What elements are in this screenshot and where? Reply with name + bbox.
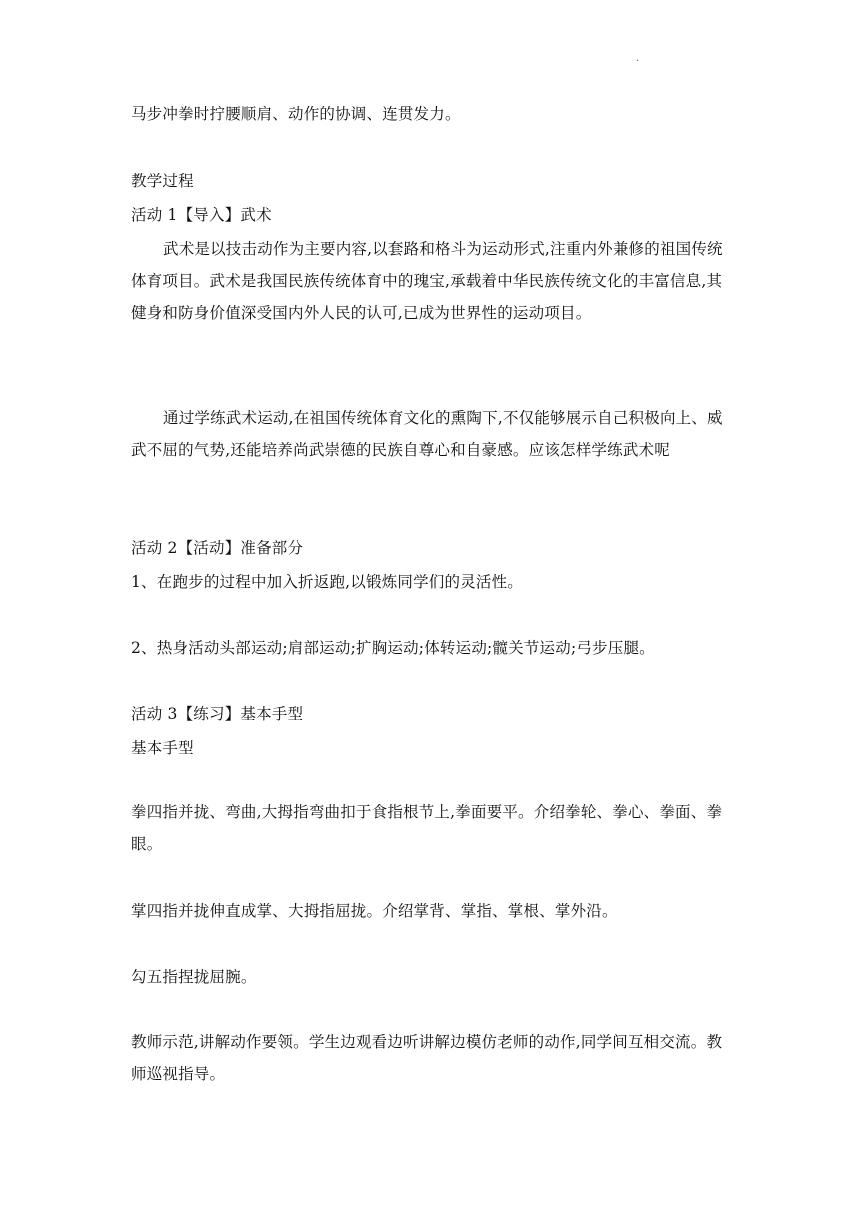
activity-1-title: 活动 1【导入】武术 (131, 206, 272, 224)
activity-2-title: 活动 2【活动】准备部分 (131, 539, 304, 557)
paragraph-palm: 掌四指并拢伸直成掌、大拇指屈拢。介绍掌背、掌指、掌根、掌外沿。 (131, 902, 618, 920)
paragraph-fist: 拳四指并拢、弯曲,大拇指弯曲扣于食指根节上,拳面要平。介绍拳轮、拳心、拳面、拳眼。 (131, 803, 723, 853)
section-title-teaching-process: 教学过程 (131, 172, 194, 190)
page-mark: · (636, 56, 640, 67)
activity-2-item-1: 1、在跑步的过程中加入折返跑,以锻炼同学们的灵活性。 (131, 573, 523, 591)
paragraph-key-points: 马步冲拳时拧腰顺肩、动作的协调、连贯发力。 (131, 105, 461, 123)
activity-3-subtitle: 基本手型 (131, 739, 194, 757)
paragraph-hook: 勾五指捏拢屈腕。 (131, 968, 257, 986)
activity-3-title: 活动 3【练习】基本手型 (131, 705, 304, 723)
paragraph-teacher-demo: 教师示范,讲解动作要领。学生边观看边听讲解边模仿老师的动作,同学间互相交流。教师巡视指导。 (131, 1033, 723, 1083)
activity-1-paragraph-1: 武术是以技击动作为主要内容,以套路和格斗为运动形式,注重内外兼修的祖国传统体育项目。武术是我国民族传统体育中的瑰宝,承载着中华民族传统文化的丰富信息,其健身和防身价值深受国内外人民的认可,已成为世界性的运动项目。 (131, 240, 723, 322)
activity-2-item-2: 2、热身活动头部运动;肩部运动;扩胸运动;体转运动;髋关节运动;弓步压腿。 (131, 639, 655, 657)
activity-1-paragraph-2: 通过学练武术运动,在祖国传统体育文化的熏陶下,不仅能够展示自己积极向上、威武不屈的气势,还能培养尚武崇德的民族自尊心和自豪感。应该怎样学练武术呢 (131, 409, 723, 459)
